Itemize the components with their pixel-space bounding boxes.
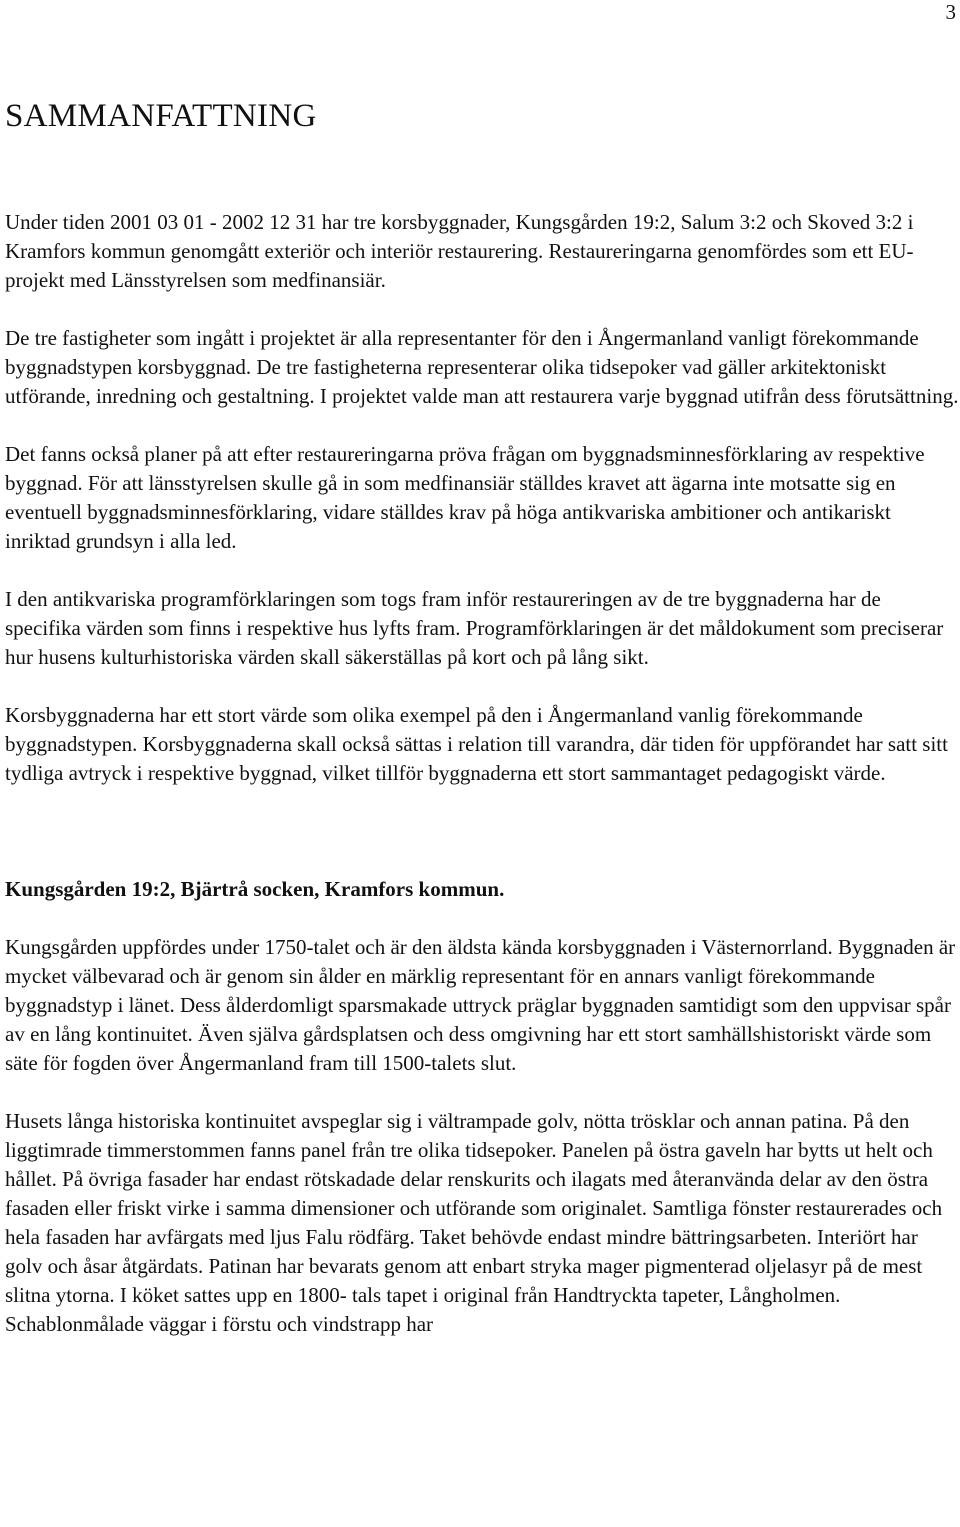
summary-paragraph: I den antikvariska programförklaringen som togs fram inför restaureringen av de tre byggnaderna har de specifika värden som finns i respektive hus lyfts fram. Programförklaringen är det måldokument som preciserar hur husens kulturhistoriska värden skall säkerställas på kort och på lång sikt. bbox=[5, 587, 944, 669]
section-heading: Kungsgården 19:2, Bjärtrå socken, Kramfors kommun. bbox=[5, 877, 505, 901]
page-number: 3 bbox=[945, 0, 956, 24]
section-paragraph: Husets långa historiska kontinuitet avspeglar sig i vältrampade golv, nötta trösklar och annan patina. På den liggtimrade timmerstommen fanns panel från tre olika tidsepoker. Panelen på östra gaveln har bytts ut helt och hållet. På övriga fasader har endast rötskadade delar renskurits och ilagats med återanvända delar av den östra fasaden eller friskt virke i samma dimensioner och utförande som originalet. Samtliga fönster restaurerades och hela fasaden har avfärgats med ljus Falu rödfärg. Taket behövde endast mindre bättringsarbeten. Interiört har golv och åsar åtgärdats. Patinan har bevarats genom att enbart stryka mager pigmenterad oljelasyr på de mest slitna ytorna. I köket sattes upp en 1800- tals tapet i original från Handtryckta tapeter, Långholmen. Schablonmålade väggar i förstu och vindstrapp har bbox=[5, 1109, 943, 1336]
summary-paragraph: Under tiden 2001 03 01 - 2002 12 31 har tre korsbyggnader, Kungsgården 19:2, Salum 3:2 och Skoved 3:2 i Kramfors kommun genomgått exteriör och interiör restaurering. Restaureringarna genomfördes som ett EU-projekt med Länsstyrelsen som medfinansiär. bbox=[5, 210, 914, 292]
section-paragraph: Kungsgården uppfördes under 1750-talet och är den äldsta kända korsbyggnaden i Västernorrland. Byggnaden är mycket välbevarad och är genom sin ålder en märklig representant för en annars vanligt förekommande byggnadstyp i länet. Dess ålderdomligt sparsmakade uttryck präglar byggnaden samtidigt som den uppvisar spår av en lång kontinuitet. Även själva gårdsplatsen och dess omgivning har ett stort samhällshistoriskt värde som säte för fogden över Ångermanland fram till 1500-talets slut. bbox=[5, 935, 956, 1075]
page-title: SAMMANFATTNING bbox=[5, 98, 317, 134]
summary-paragraph: De tre fastigheter som ingått i projektet är alla representanter för den i Ångermanland vanligt förekommande byggnadstypen korsbyggnad. De tre fastigheterna representerar olika tidsepoker vad gäller arkitektoniskt utförande, inredning och gestaltning. I projektet valde man att restaurera varje byggnad utifrån dess förutsättning. bbox=[5, 326, 959, 408]
summary-paragraph: Korsbyggnaderna har ett stort värde som olika exempel på den i Ångermanland vanlig förekommande byggnadstypen. Korsbyggnaderna skall också sättas i relation till varandra, där tiden för uppförandet har satt sitt tydliga avtryck i respektive byggnad, vilket tillför byggnaderna ett stort sammantaget pedagogiskt värde. bbox=[5, 703, 948, 785]
document-body bbox=[5, 96, 960, 1339]
summary-paragraph: Det fanns också planer på att efter restaureringarna pröva frågan om byggnadsminnesförklaring av respektive byggnad. För att länsstyrelsen skulle gå in som medfinansiär ställdes kravet att ägarna inte motsatte sig en eventuell byggnadsminnesförklaring, vidare ställdes krav på höga antikvariska ambitioner och antikariskt inriktad grundsyn i alla led. bbox=[5, 442, 925, 553]
